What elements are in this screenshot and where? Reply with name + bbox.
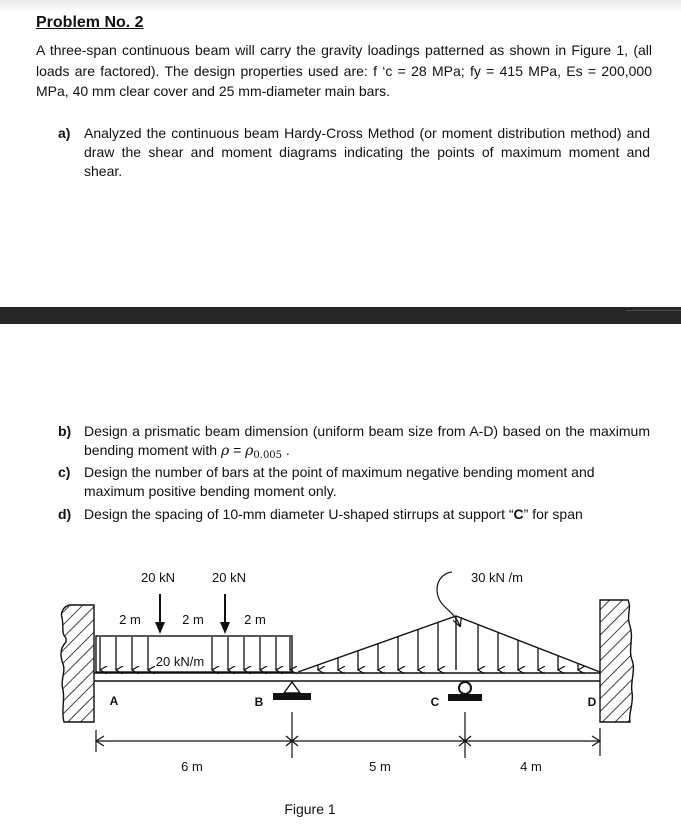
question-a-label: a) <box>58 125 71 141</box>
question-c-text: Design the number of bars at the point of maximum negative bending moment and maximum positive bending moment only. <box>84 464 595 499</box>
question-d-text-end: ” for span <box>523 506 583 522</box>
question-d-label: d) <box>58 506 72 522</box>
point-load-1 <box>155 594 165 634</box>
point-load-2-label: 20 kN <box>212 570 246 585</box>
question-a-text: Analyzed the continuous beam Hardy-Cross Method (or moment distribution method) and draw the shear and moment diagrams indicating the points of maximum moment and shear. <box>84 125 650 179</box>
question-b-label: b) <box>58 423 72 439</box>
question-c-label: c) <box>58 464 71 480</box>
problem-title: Problem No. 2 <box>36 14 144 31</box>
dimension-line <box>96 712 600 758</box>
support-B-label: B <box>254 695 264 709</box>
question-b-text-end: . <box>282 442 290 458</box>
triangular-load <box>298 572 600 672</box>
rho-symbol: ρ <box>220 443 230 459</box>
segment-1-label: 2 m <box>119 612 141 627</box>
span-CD-label: 4 m <box>520 759 542 774</box>
wall-A-fixed-support <box>61 605 94 722</box>
segment-3-label: 2 m <box>244 612 266 627</box>
point-load-1-label: 20 kN <box>141 570 175 585</box>
segment-2-label: 2 m <box>182 612 204 627</box>
rho-subscript: 0.005 <box>253 450 283 461</box>
span-BC-label: 5 m <box>369 759 391 774</box>
question-b-text-main: Design a prismatic beam dimension (uniform beam size from A-D) based on the maximum bending moment with <box>84 423 650 458</box>
beam <box>94 673 600 681</box>
point-load-2 <box>220 594 230 634</box>
support-B-pin <box>273 682 311 700</box>
question-d-bold-c: C <box>513 506 524 522</box>
problem-intro: A three-span continuous beam will carry the gravity loadings patterned as shown in Figure 1, (all loads are factored). The design properties used are: f ‘c = 28 MPa; fy = 415 MPa, Es = 200,000 MPa, 40 mm clear cover and 25 mm-diameter main bars. <box>36 42 652 99</box>
support-D-label: D <box>587 695 597 709</box>
support-C-label: C <box>430 695 440 709</box>
rho-equals: = <box>229 442 246 458</box>
question-d-text-main: Design the spacing of 10-mm diameter U-shaped stirrups at support “ <box>84 506 514 522</box>
span-AB-label: 6 m <box>181 759 203 774</box>
figure-caption: Figure 1 <box>284 801 336 817</box>
support-C-roller <box>448 682 482 701</box>
distributed-load-label: 20 kN/m <box>155 654 205 669</box>
support-A-label: A <box>109 694 119 708</box>
rho-symbol-2: ρ <box>245 443 254 459</box>
wall-D-fixed-support <box>600 600 633 722</box>
triangular-load-label: 30 kN /m <box>470 570 524 585</box>
